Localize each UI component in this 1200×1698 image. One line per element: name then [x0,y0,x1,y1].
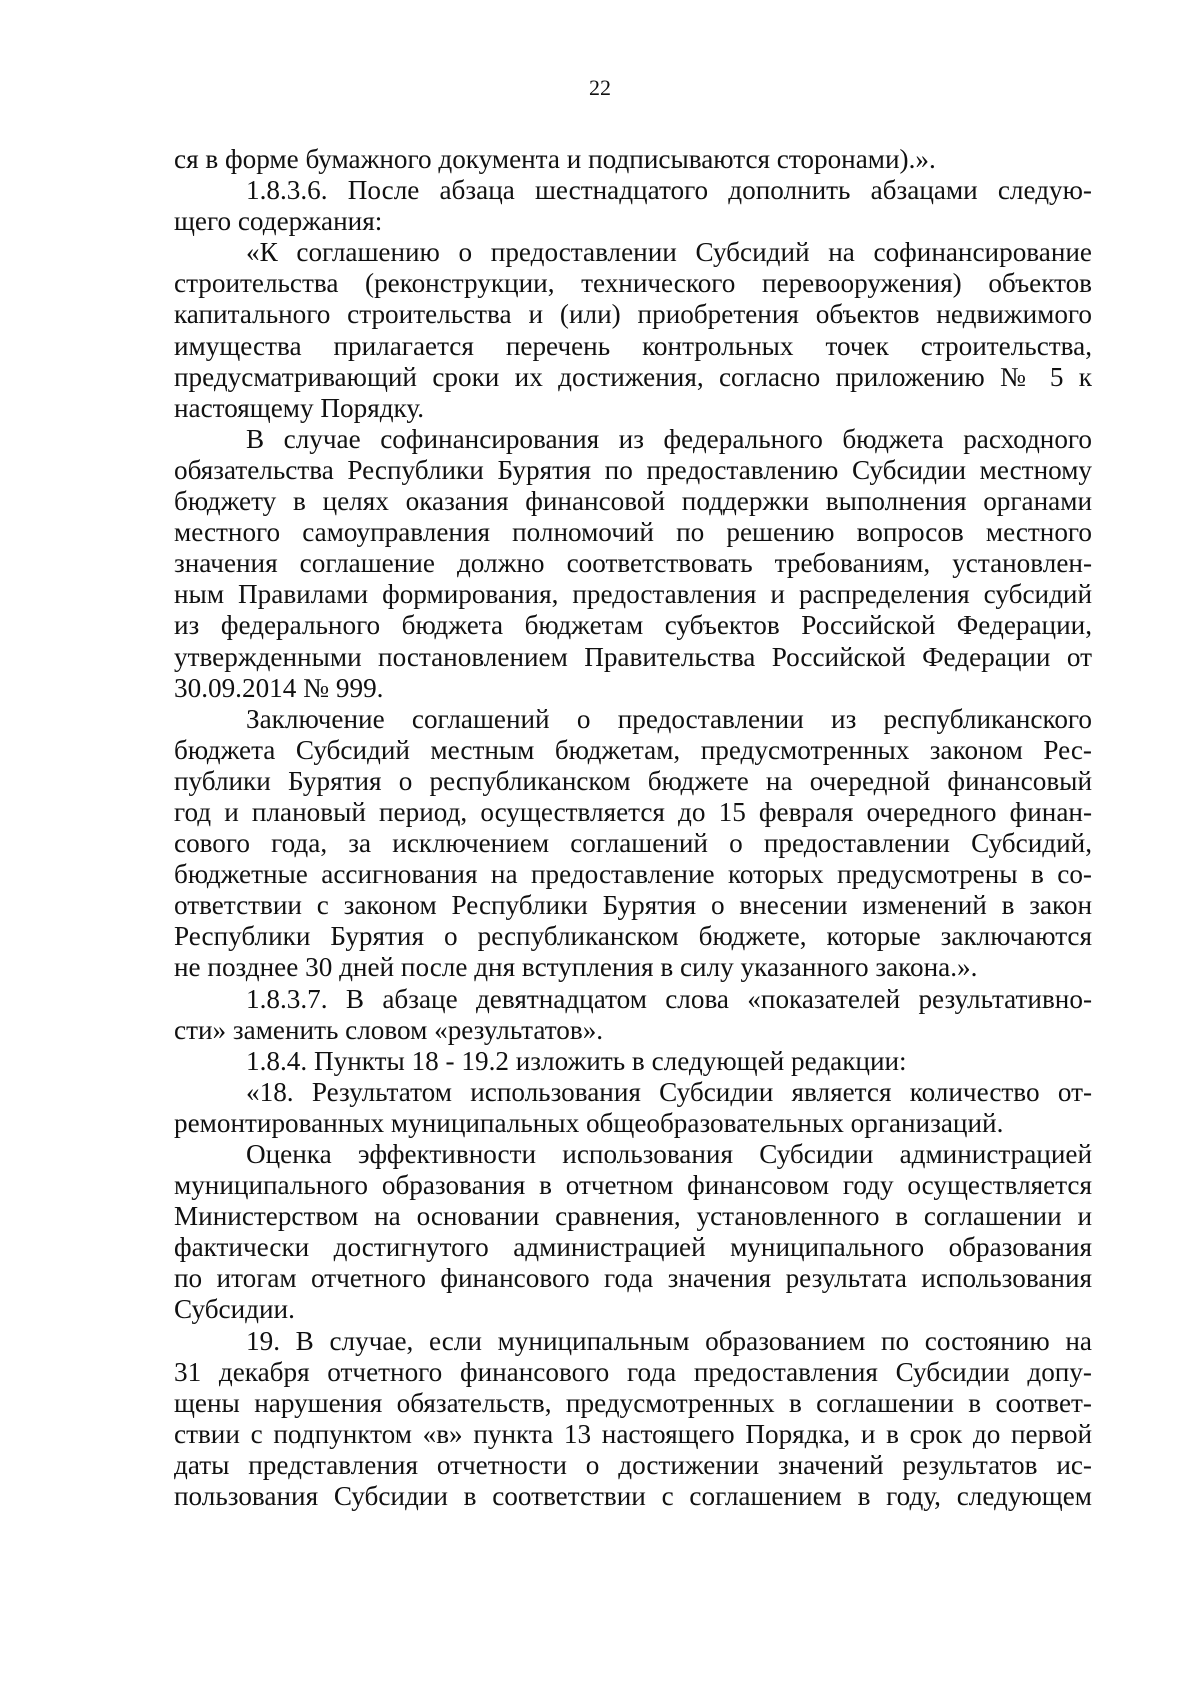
text-line: 19. В случае, если муниципальным образованием по состоянию на [246,1325,1092,1356]
text-line: пользования Субсидии в соответствии с соглашением в году, следующем [174,1481,1092,1512]
text-line: бюджету в целях оказания финансовой поддержки выполнения органами [174,486,1092,517]
text-line: 31 декабря отчетного финансового года предоставления Субсидии допу- [174,1356,1092,1387]
text-line: ствии с подпунктом «в» пункта 13 настоящего Порядка, и в срок до первой [174,1418,1092,1449]
text-line: 30.09.2014 № 999. [174,672,384,703]
text-line: не позднее 30 дней после дня вступления в силу указанного закона.». [174,952,978,983]
text-line: Министерством на основании сравнения, установленного в соглашении и [174,1201,1092,1232]
text-line: сового года, за исключением соглашений о предоставлении Субсидий, [174,828,1092,859]
text-line: «18. Результатом использования Субсидии является количество от- [246,1076,1092,1107]
text-line: строительства (реконструкции, технического перевооружения) объектов [174,268,1092,299]
text-line: капитального строительства и (или) приобретения объектов недвижимого [174,299,1092,330]
text-line: ся в форме бумажного документа и подписываются сторонами).». [174,144,936,174]
text-line: настоящему Порядку. [174,392,425,423]
text-line: местного самоуправления полномочий по решению вопросов местного [174,517,1092,548]
text-line: В случае софинансирования из федерального бюджета расходного [246,423,1092,454]
text-line: имущества прилагается перечень контрольных точек строительства, [174,330,1092,361]
text-line: обязательства Республики Бурятия по предоставлению Субсидии местному [174,454,1092,485]
text-line: бюджета Субсидий местным бюджетам, предусмотренных законом Рес- [174,734,1092,765]
text-line: предусматривающий сроки их достижения, согласно приложению № 5 к [174,361,1092,392]
text-line: фактически достигнутого администрацией муниципального образования [174,1232,1092,1263]
text-line: Оценка эффективности использования Субсидии администрацией [246,1139,1092,1169]
text-line: значения соглашение должно соответствовать требованиям, установлен- [174,548,1092,579]
text-line: ным Правилами формирования, предоставления и распределения субсидий [174,579,1092,610]
text-line: 1.8.3.7. В абзаце девятнадцатом слова «показателей результативно- [246,983,1092,1014]
text-line: 1.8.4. Пункты 18 - 19.2 изложить в следующей редакции: [246,1045,907,1076]
text-line: ответствии с законом Республики Бурятия о внесении изменений в закон [174,890,1092,921]
text-line: 1.8.3.6. После абзаца шестнадцатого дополнить абзацами следую- [246,175,1092,206]
text-line: бюджетные ассигнования на предоставление которых предусмотрены в со- [174,859,1092,890]
text-line: «К соглашению о предоставлении Субсидий на софинансирование [246,237,1092,268]
text-line: сти» заменить словом «результатов». [174,1014,604,1045]
text-line: утвержденными постановлением Правительства Российской Федерации от [174,641,1092,672]
text-line: по итогам отчетного финансового года значения результата использования [174,1263,1092,1294]
text-line: муниципального образования в отчетном финансовом году осуществляется [174,1170,1092,1201]
text-line: щены нарушения обязательств, предусмотренных в соглашении в соответ- [174,1387,1092,1418]
text-line: год и плановый период, осуществляется до 15 февраля очередного финан- [174,796,1092,827]
text-line: из федерального бюджета бюджетам субъектов Российской Федерации, [174,610,1092,641]
document-body [174,144,1092,1512]
page-number: 22 [589,75,611,100]
text-line: щего содержания: [174,206,383,237]
text-line: публики Бурятия о республиканском бюджете на очередной финансовый [174,765,1092,796]
text-line: Субсидии. [174,1294,295,1325]
text-line: Республики Бурятия о республиканском бюджете, которые заключаются [174,921,1092,952]
text-line: даты представления отчетности о достижении значений результатов ис- [174,1449,1092,1480]
text-line: Заключение соглашений о предоставлении из республиканского [246,703,1092,734]
text-line: ремонтированных муниципальных общеобразовательных организаций. [174,1107,1004,1138]
